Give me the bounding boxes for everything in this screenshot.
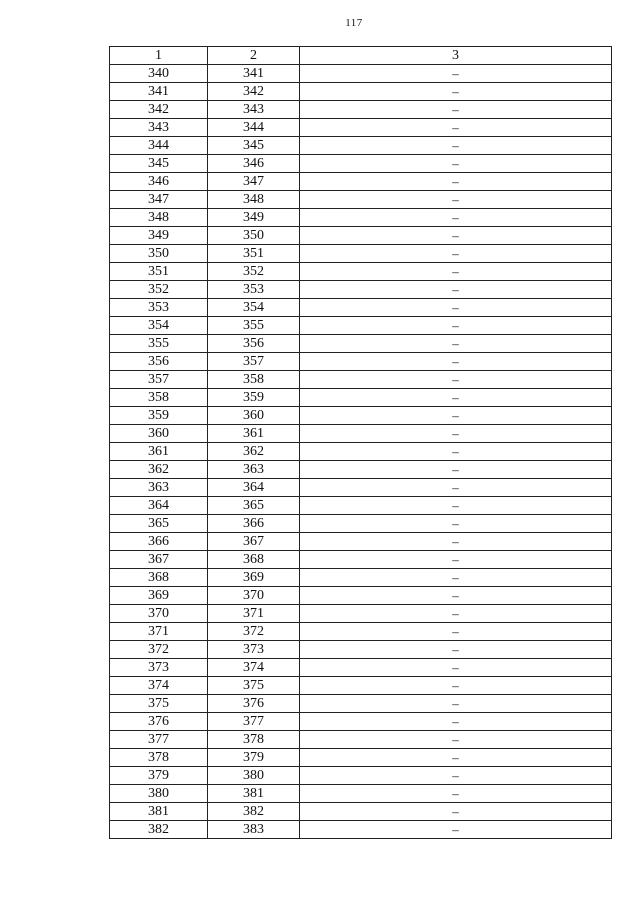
table-cell-col-2: 365 [208,497,300,515]
table-cell-col-3: – [300,641,612,659]
table-cell-col-2: 347 [208,173,300,191]
table-cell-col-2: 344 [208,119,300,137]
table-row [110,821,612,839]
table-cell-col-3: – [300,137,612,155]
table-row [110,641,612,659]
table-cell-col-1: 344 [110,137,208,155]
table-cell-col-1: 372 [110,641,208,659]
table-cell-col-3: – [300,731,612,749]
table-cell-col-2: 354 [208,299,300,317]
table-cell-col-1: 374 [110,677,208,695]
table-cell-col-2: 350 [208,227,300,245]
table-cell-col-1: 370 [110,605,208,623]
table-cell-col-1: 366 [110,533,208,551]
table-cell-col-3: – [300,101,612,119]
table-cell-col-3: – [300,713,612,731]
table-cell-col-1: 349 [110,227,208,245]
table-cell-col-1: 368 [110,569,208,587]
table-cell-col-2: 348 [208,191,300,209]
table-row [110,659,612,677]
table-row [110,155,612,173]
table-cell-col-2: 379 [208,749,300,767]
table-cell-col-2: 372 [208,623,300,641]
table-cell-col-3: – [300,821,612,839]
table-cell-col-1: 359 [110,407,208,425]
table-cell-col-1: 382 [110,821,208,839]
column-header-3: 3 [300,47,612,65]
table-cell-col-1: 356 [110,353,208,371]
table-cell-col-3: – [300,407,612,425]
table-cell-col-1: 345 [110,155,208,173]
table-cell-col-2: 351 [208,245,300,263]
table-row [110,515,612,533]
page-number: 117 [345,17,363,29]
table-cell-col-2: 356 [208,335,300,353]
table-row [110,587,612,605]
table-cell-col-1: 361 [110,443,208,461]
table-cell-col-1: 379 [110,767,208,785]
table-cell-col-1: 341 [110,83,208,101]
table-cell-col-2: 357 [208,353,300,371]
table-cell-col-1: 371 [110,623,208,641]
table-cell-col-2: 355 [208,317,300,335]
table-cell-col-1: 365 [110,515,208,533]
table-cell-col-1: 352 [110,281,208,299]
table-row [110,551,612,569]
table-cell-col-3: – [300,209,612,227]
table-row [110,245,612,263]
table-cell-col-2: 380 [208,767,300,785]
table-row [110,749,612,767]
table-cell-col-3: – [300,371,612,389]
table-cell-col-2: 345 [208,137,300,155]
table-row [110,533,612,551]
table-cell-col-3: – [300,497,612,515]
table-row [110,209,612,227]
table-cell-col-3: – [300,479,612,497]
table-cell-col-1: 342 [110,101,208,119]
table-cell-col-2: 367 [208,533,300,551]
table-cell-col-1: 364 [110,497,208,515]
table-cell-col-1: 354 [110,317,208,335]
table-row [110,191,612,209]
table-cell-col-3: – [300,389,612,407]
table-row [110,695,612,713]
table-row [110,227,612,245]
table-cell-col-1: 373 [110,659,208,677]
table-cell-col-3: – [300,227,612,245]
table-row [110,119,612,137]
table-cell-col-2: 360 [208,407,300,425]
table-cell-col-1: 347 [110,191,208,209]
table-cell-col-1: 380 [110,785,208,803]
table-cell-col-2: 369 [208,569,300,587]
table-row [110,623,612,641]
table-body [110,65,612,839]
table-cell-col-2: 377 [208,713,300,731]
table-cell-col-1: 363 [110,479,208,497]
table-row [110,731,612,749]
table-row [110,101,612,119]
table-cell-col-3: – [300,443,612,461]
table-row [110,425,612,443]
table-cell-col-3: – [300,677,612,695]
table-cell-col-1: 367 [110,551,208,569]
table-header-row [110,47,612,65]
table-row [110,317,612,335]
table-cell-col-3: – [300,173,612,191]
table-cell-col-3: – [300,425,612,443]
table-cell-col-1: 346 [110,173,208,191]
table-cell-col-2: 382 [208,803,300,821]
table-cell-col-3: – [300,515,612,533]
table-row [110,335,612,353]
table-cell-col-1: 362 [110,461,208,479]
table-cell-col-1: 355 [110,335,208,353]
table-row [110,605,612,623]
table-row [110,479,612,497]
table-cell-col-1: 377 [110,731,208,749]
table-cell-col-1: 376 [110,713,208,731]
table-cell-col-2: 359 [208,389,300,407]
data-table [109,46,612,839]
table-cell-col-1: 381 [110,803,208,821]
data-table-container [109,46,611,839]
table-cell-col-2: 371 [208,605,300,623]
table-cell-col-2: 363 [208,461,300,479]
table-cell-col-2: 343 [208,101,300,119]
table-cell-col-2: 349 [208,209,300,227]
table-row [110,677,612,695]
table-cell-col-1: 343 [110,119,208,137]
table-cell-col-3: – [300,263,612,281]
table-row [110,569,612,587]
table-cell-col-2: 383 [208,821,300,839]
table-header [110,47,612,65]
table-cell-col-1: 358 [110,389,208,407]
table-row [110,407,612,425]
column-header-2: 2 [208,47,300,65]
table-cell-col-2: 352 [208,263,300,281]
table-cell-col-2: 370 [208,587,300,605]
table-cell-col-3: – [300,749,612,767]
table-cell-col-1: 350 [110,245,208,263]
table-cell-col-2: 346 [208,155,300,173]
table-cell-col-3: – [300,317,612,335]
table-row [110,83,612,101]
table-cell-col-3: – [300,803,612,821]
table-cell-col-3: – [300,587,612,605]
table-row [110,173,612,191]
table-cell-col-2: 361 [208,425,300,443]
table-row [110,353,612,371]
table-row [110,497,612,515]
table-row [110,281,612,299]
table-row [110,137,612,155]
table-cell-col-3: – [300,299,612,317]
table-cell-col-2: 358 [208,371,300,389]
table-cell-col-3: – [300,83,612,101]
table-cell-col-3: – [300,155,612,173]
table-row [110,461,612,479]
table-cell-col-3: – [300,569,612,587]
table-row [110,371,612,389]
table-cell-col-3: – [300,191,612,209]
table-row [110,803,612,821]
table-cell-col-3: – [300,281,612,299]
table-cell-col-2: 366 [208,515,300,533]
table-cell-col-3: – [300,785,612,803]
table-row [110,389,612,407]
table-row [110,713,612,731]
table-row [110,263,612,281]
table-cell-col-1: 378 [110,749,208,767]
table-cell-col-2: 373 [208,641,300,659]
table-cell-col-2: 375 [208,677,300,695]
table-row [110,299,612,317]
table-cell-col-3: – [300,353,612,371]
table-cell-col-1: 351 [110,263,208,281]
table-cell-col-3: – [300,659,612,677]
table-cell-col-3: – [300,461,612,479]
table-row [110,785,612,803]
table-cell-col-1: 340 [110,65,208,83]
table-cell-col-2: 378 [208,731,300,749]
table-cell-col-3: – [300,695,612,713]
table-cell-col-2: 376 [208,695,300,713]
table-cell-col-2: 374 [208,659,300,677]
table-cell-col-2: 362 [208,443,300,461]
table-row [110,443,612,461]
table-cell-col-3: – [300,605,612,623]
table-cell-col-1: 357 [110,371,208,389]
table-cell-col-2: 364 [208,479,300,497]
table-cell-col-2: 353 [208,281,300,299]
table-cell-col-3: – [300,623,612,641]
table-row [110,65,612,83]
table-row [110,767,612,785]
table-cell-col-3: – [300,245,612,263]
table-cell-col-3: – [300,119,612,137]
table-cell-col-3: – [300,767,612,785]
table-cell-col-1: 360 [110,425,208,443]
table-cell-col-1: 353 [110,299,208,317]
table-cell-col-3: – [300,551,612,569]
table-cell-col-2: 342 [208,83,300,101]
table-cell-col-2: 341 [208,65,300,83]
table-cell-col-3: – [300,533,612,551]
table-cell-col-2: 368 [208,551,300,569]
table-cell-col-1: 369 [110,587,208,605]
table-cell-col-2: 381 [208,785,300,803]
table-cell-col-3: – [300,65,612,83]
table-cell-col-1: 348 [110,209,208,227]
table-cell-col-1: 375 [110,695,208,713]
table-cell-col-3: – [300,335,612,353]
column-header-1: 1 [110,47,208,65]
